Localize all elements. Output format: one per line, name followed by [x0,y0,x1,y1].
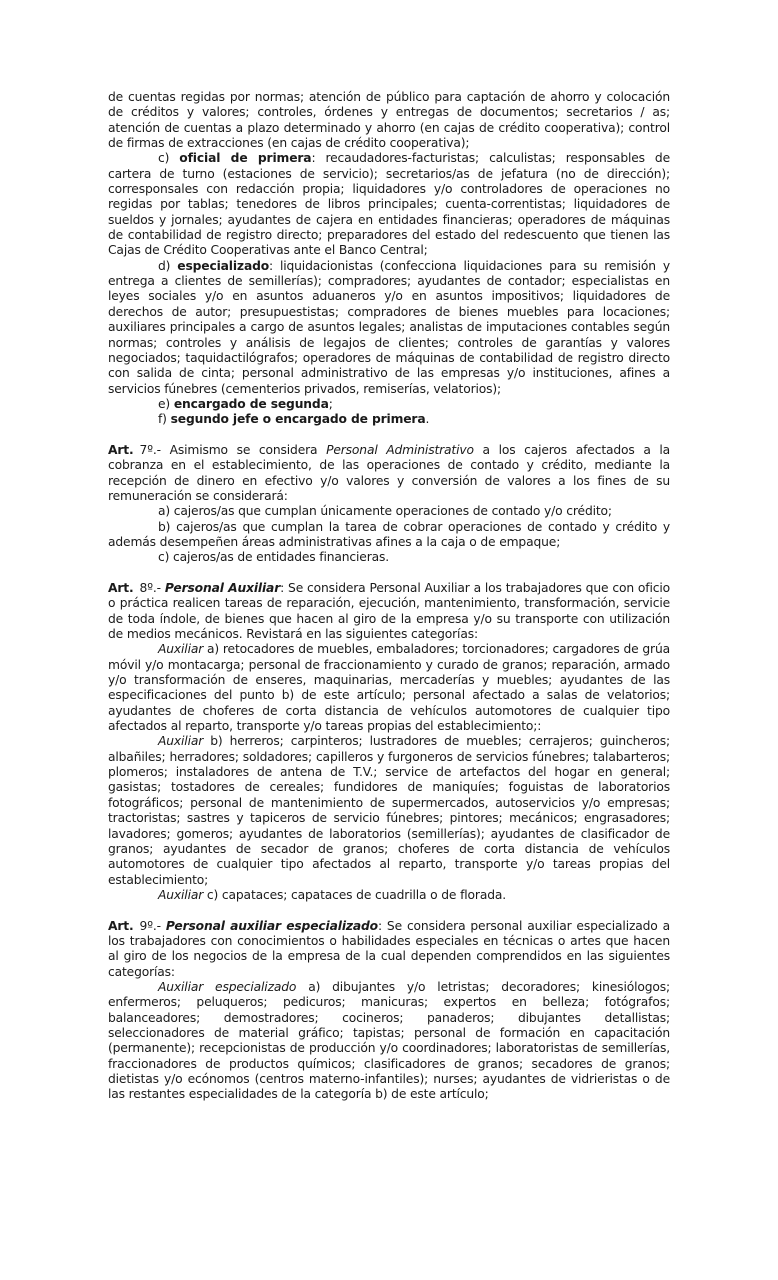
art7-item-b: b) cajeros/as que cumplan la tarea de cobrar operaciones de contado y crédito y además desempeñen áreas administrativas afines a la caja o de empaque; [108,519,670,549]
art7-item-c: c) cajeros/as de entidades financieras. [158,550,390,565]
art6-item-c: c) oficial de primera: recaudadores-facturistas; calculistas; responsables de cartera de turno (estaciones de servicio); secretarios/as de jefatura (no de dirección); corresponsales con redacción propia; liquidadores y/o controladores de operaciones no regidas por tablas; tenedores de libros principales; cuenta-correntistas; liquidadores de sueldos y jornales; ayudantes de cajera en entidades financieras; operadores de máquinas de contabilidad de registro directo; preparadores del estado del redescuento que tienen las Cajas de Crédito Cooperativas ante el Banco Central; [108,151,670,258]
continuation-paragraph: de cuentas regidas por normas; atención de público para captación de ahorro y colocación de créditos y valores; controles, órdenes y entregas de documentos; secretarios / as; atención de cuentas a plazo determinado y ahorro (en cajas de crédito cooperativa); control de firmas de extracciones (en cajas de crédito cooperativa); [108,90,670,151]
art9-item-a: Auxiliar especializado a) dibujantes y/o letristas; decoradores; kinesiólogos; enfermeros; peluqueros; pedicuros; manicuras; expertos en belleza; fotógrafos; balanceadores; demostradores; cocineros; panaderos; dibujantes detallistas; seleccionadores de material gráfico; tapistas; personal de formación en capacitación (permanente); recepcionistas de producción y/o coordinadores; laboratoristas de semillerías, fraccionadores de productos químicos; clasificadores de granos; secadores de granos; dietistas y/o ecónomos (centros materno-infantiles); nurses; ayudantes de vidrieristas o de las restantes especialidades de la categoría b) de este artículo; [108,979,670,1102]
category-term: segundo jefe o encargado de primera [170,412,426,427]
article-label: Art. [108,442,134,457]
art6-item-e: e) encargado de segunda; [158,396,333,411]
art7-item-a: a) cajeros/as que cumplan únicamente operaciones de contado y/o crédito; [158,504,612,519]
article-number: 7º.- [139,442,161,457]
article-title: Personal Auxiliar [164,581,281,595]
article-label: Art. [108,918,134,933]
article-label: Art. [108,581,134,595]
art6-item-f: f) segundo jefe o encargado de primera. [158,412,430,427]
spacer [108,566,670,581]
category-term: encargado de segunda [173,396,329,411]
article-number: 9º.- [139,918,161,933]
art8-item-a: Auxiliar a) retocadores de muebles, embaladores; torcionadores; cargadores de grúa móvil y/o montacarga; personal de fraccionamiento y curado de granos; reparación, armado y/o transformación de enseres, maquinarias, mercaderías y muebles; ayudantes de las especificaciones del punto b) de este artículo; personal afectado a salas de velatorios; ayudantes de choferes de corta distancia de vehículos automotores de cualquier tipo afectados al reparto, transporte y/o tareas propias del establecimiento;: [108,642,670,734]
article-number: 8º.- [139,581,161,595]
spacer [108,428,670,443]
article-title: Personal auxiliar especializado [165,918,378,933]
art9-intro: Art. 9º.- Personal auxiliar especializado: Se considera personal auxiliar especializado a los trabajadores con conocimientos o habilidades especiales en técnicas o artes que hacen al giro de los negocios de la empresa de la cual dependen comprendidos en las siguientes categorías: [108,918,671,979]
art6-item-d: d) especializado: liquidacionistas (confecciona liquidaciones para su remisión y entrega a clientes de semillerías); compradores; ayudantes de contador; especialistas en leyes sociales y/o en asuntos aduaneros y/o en asuntos impositivos; liquidadores de derechos de autor; presupuestistas; compradores de bienes muebles para locaciones; auxiliares principales a cargo de asuntos legales; analistas de imputaciones contables según normas; controles y análisis de legajos de clientes; controles de garantías y valores negociados; taquidactilógrafos; operadores de máquinas de contabilidad de registro directo con salida de cinta; personal administrativo de las empresas y/o instituciones, afines a servicios fúnebres (cementerios privados, remiserías, velatorios); [108,258,670,396]
art8-intro: Art. 8º.- Personal Auxiliar: Se considera Personal Auxiliar a los trabajadores que con oficio o práctica realicen tareas de reparación, ejecución, mantenimiento, transformación, servicie de toda índole, de bienes que hacen al giro de la empresa y/o su transporte con utilización de medios mecánicos. Revistará en las siguientes categorías: [108,581,670,642]
art8-item-c: Auxiliar c) capataces; capataces de cuadrilla o de florada. [158,887,507,902]
category-term: oficial de primera [179,151,312,166]
art8-item-b: Auxiliar b) herreros; carpinteros; lustradores de muebles; cerrajeros; guincheros; albañiles; herradores; soldadores; capilleros y furgoneros de servicios fúnebres; talabarteros; plomeros; instaladores de antena de T.V.; service de artefactos del hogar en general; gasistas; tostadores de cereales; fundidores de maniquíes; foguistas de laboratorios fotográficos; personal de mantenimiento de supermercados, autoservicios y/o empresas; tractoristas; sastres y tapiceros de servicio fúnebres; pintores; mecánicos; engrasadores; lavadores; gomeros; ayudantes de laboratorios (semillerías); ayudantes de clasificador de granos; ayudantes de secador de granos; choferes de corta distancia de vehículos automotores de cualquier tipo afectados al reparto, transporte y/o tareas propias del establecimiento; [108,734,670,887]
art7-intro: Art. 7º.- Asimismo se considera Personal Administrativo a los cajeros afectados a la cobranza en el establecimiento, de las operaciones de contado y crédito, mediante la recepción de dinero en efectivo y/o valores y conversión de valores a los fines de su remuneración se considerará: [108,442,671,503]
document-page [108,90,670,1103]
spacer [108,903,670,918]
category-term: especializado [177,258,270,273]
